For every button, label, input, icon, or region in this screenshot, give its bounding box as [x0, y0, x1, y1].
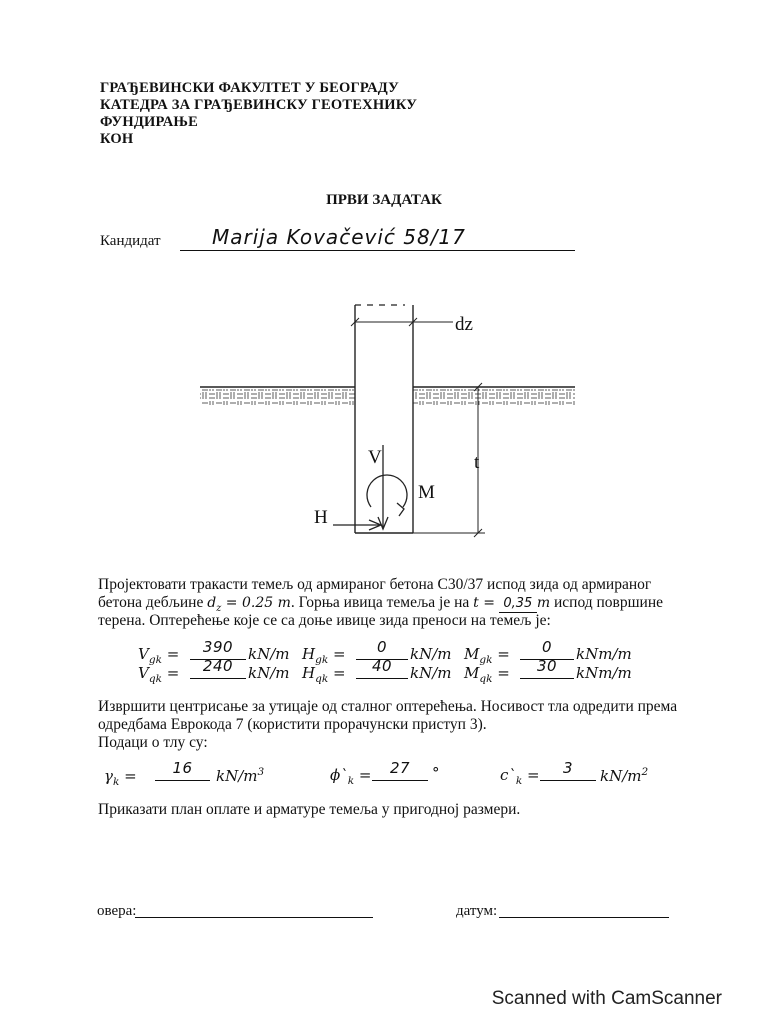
Mgk-value: 0	[520, 643, 574, 660]
task-title: ПРВИ ЗАДАТАК	[326, 192, 442, 208]
label-dz: dz	[455, 314, 473, 335]
task-paragraph-line1: Пројектовати тракасти темељ од армираног бетона C30/37 испод зида од армираног	[98, 576, 652, 593]
phi-value: 27	[372, 764, 428, 781]
task-paragraph-line3: терена. Оптерећење које се са доње ивице зида преноси на темељ је:	[98, 612, 551, 629]
Mqk-value: 30	[520, 662, 574, 679]
centering-text: Извршити центрисање за утицаје од сталног оптерећења. Носивост тла одредити према	[98, 698, 678, 715]
label-H: H	[314, 507, 328, 528]
eurocode-text: одредбама Еврокода 7 (користити прорачунски приступ 3).	[98, 716, 487, 733]
candidate-label: Кандидат	[100, 233, 161, 249]
soil-data-label: Подаци о тлу су:	[98, 734, 208, 751]
datum-line	[499, 917, 669, 918]
overa-label: овера:	[97, 903, 137, 919]
soil-hatch-left	[200, 389, 355, 405]
candidate-name: Marija Kovačević 58/17	[212, 225, 466, 249]
label-V: V	[368, 447, 382, 468]
faculty-name: ГРАЂЕВИНСКИ ФАКУЛТЕТ У БЕОГРАДУ	[100, 80, 399, 96]
soil-hatch-right	[413, 389, 575, 405]
c-value: 3	[540, 764, 596, 781]
gamma-value: 16	[155, 764, 210, 781]
label-M: M	[418, 482, 435, 503]
t-value: 0,35	[499, 595, 537, 613]
candidate-line	[180, 250, 575, 251]
Hgk-value: 0	[356, 643, 408, 660]
foundation-diagram	[195, 295, 590, 540]
task-paragraph-line2: бетона дебљине $d_z = 0.25$ m. Горња ивица темеља је на t = 0,35 m испод површине	[98, 594, 664, 614]
drawing-instructions: Приказати план оплате и арматуре темеља у пригодној размери.	[98, 801, 521, 818]
Vqk-value: 240	[190, 662, 246, 679]
department-name: КАТЕДРА ЗА ГРАЂЕВИНСКУ ГЕОТЕХНИКУ	[100, 97, 418, 113]
datum-label: датум:	[456, 903, 498, 919]
label-t: t	[474, 452, 480, 473]
overa-line	[135, 917, 373, 918]
Hqk-value: 40	[356, 662, 408, 679]
course-code: КОН	[100, 131, 134, 147]
camscanner-watermark: Scanned with CamScanner	[491, 988, 722, 1009]
course-name: ФУНДИРАЊЕ	[100, 114, 198, 130]
M-moment-arc	[367, 475, 407, 507]
Vgk-value: 390	[190, 643, 246, 660]
